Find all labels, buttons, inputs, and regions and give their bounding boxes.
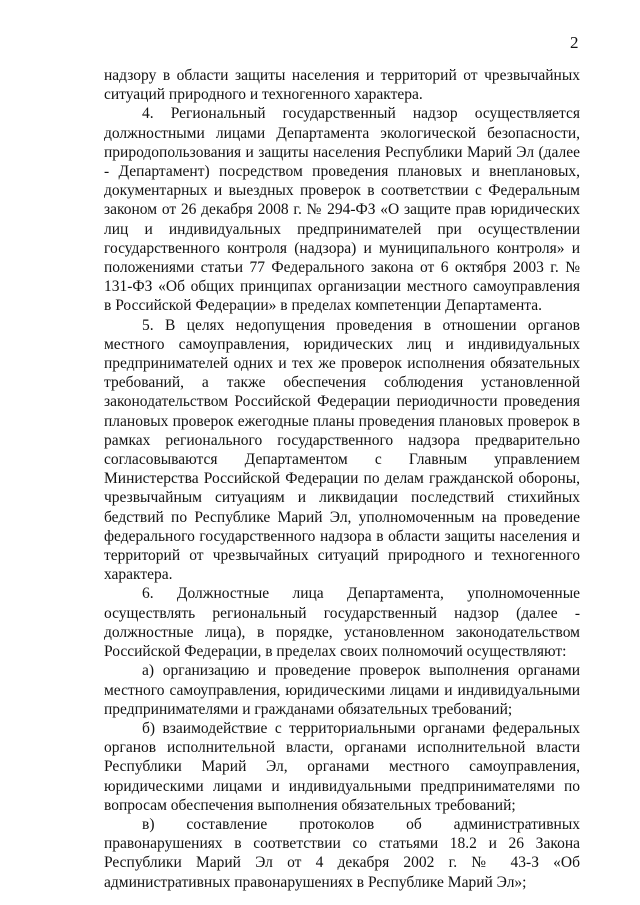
paragraph-6b: б) взаимодействие с территориальными органами федеральных органов исполнительной власти, органами исполнительной власти Республики Марий Эл, органами местного самоуправления, юридическими лицами и индивидуальными предпринимателями по вопросам обеспечения выполнения обязательных требований; [104, 719, 580, 814]
paragraph-continuation: надзору в области защиты населения и территорий от чрезвычайных ситуаций природного и техногенного характера. [104, 67, 580, 104]
paragraph-6a: а) организацию и проведение проверок выполнения органами местного самоуправления, юридическими лицами и индивидуальными предпринимателями и гражданами обязательных требований; [104, 662, 580, 718]
paragraph-6v: в) составление протоколов об административных правонарушениях в соответствии со статьями 18.2 и 26 Закона Республики Марий Эл от 4 декабря 2002 г. № 43-З «Об административных правонарушениях в Республике Марий Эл»; [104, 815, 580, 891]
page-number: 2 [570, 33, 579, 52]
paragraph-6: 6. Должностные лица Департамента, уполномоченные осуществлять региональный государственный надзор (далее - должностные лица), в порядке, установленном законодательством Российской Федерации, в пределах своих полномочий осуществляют: [104, 585, 580, 661]
document-body [104, 66, 580, 892]
paragraph-5: 5. В целях недопущения проведения в отношении органов местного самоуправления, юридических лиц и индивидуальных предпринимателей одних и тех же проверок исполнения обязательных требований, а также обеспечения соблюдения установленной законодательством Российской Федерации периодичности проведения плановых проверок ежегодные планы проведения плановых проверок в рамках регионального государственного надзора предварительно согласовываются Департаментом с Главным управлением Министерства Российской Федерации по делам гражданской обороны, чрезвычайным ситуациям и ликвидации последствий стихийных бедствий по Республике Марий Эл, уполномоченным на проведение федерального государственного надзора в области защиты населения и территорий от чрезвычайных ситуаций природного и техногенного характера. [104, 316, 580, 584]
paragraph-4: 4. Региональный государственный надзор осуществляется должностными лицами Департамента экологической безопасности, природопользования и защиты населения Республики Марий Эл (далее - Департамент) посредством проведения плановых и внеплановых, документарных и выездных проверок в соответствии с Федеральным законом от 26 декабря 2008 г. № 294-ФЗ «О защите прав юридических лиц и индивидуальных предпринимателей при осуществлении государственного контроля (надзора) и муниципального контроля» и положениями статьи 77 Федерального закона от 6 октября 2003 г. № 131-ФЗ «Об общих принципах организации местного самоуправления в Российской Федерации» в пределах компетенции Департамента. [104, 105, 580, 315]
